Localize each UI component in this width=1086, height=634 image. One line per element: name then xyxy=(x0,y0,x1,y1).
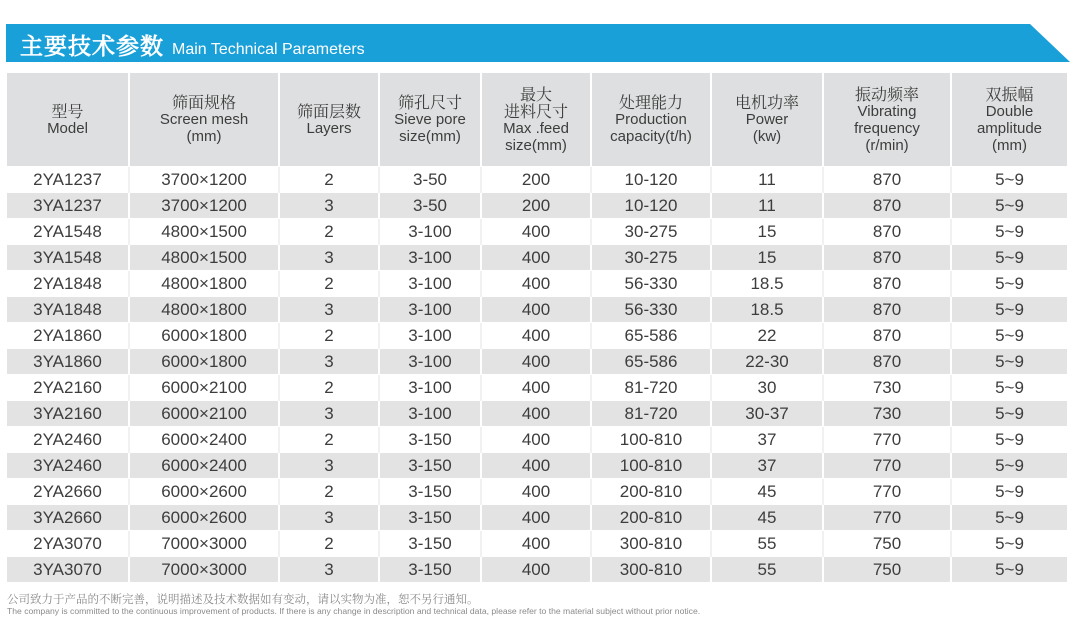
table-row xyxy=(7,323,1067,349)
table-cell: 11 xyxy=(711,193,823,219)
table-cell: 37 xyxy=(711,453,823,479)
table-cell: 5~9 xyxy=(951,479,1067,505)
column-header-en: (kw) xyxy=(752,128,782,145)
table-cell: 3YA2160 xyxy=(7,401,129,427)
column-header-cn: 处理能力 xyxy=(618,93,683,112)
table-cell: 400 xyxy=(481,375,591,401)
column-header-cn: 型号 xyxy=(51,101,84,121)
table-cell: 56-330 xyxy=(591,271,711,297)
table-cell: 18.5 xyxy=(711,297,823,323)
table-cell: 730 xyxy=(823,401,951,427)
table-cell: 870 xyxy=(823,271,951,297)
table-cell: 45 xyxy=(711,479,823,505)
column-header-en: Production xyxy=(615,111,687,128)
column-header xyxy=(481,73,591,167)
table-cell: 6000×2100 xyxy=(129,401,279,427)
table-cell: 870 xyxy=(823,323,951,349)
table-cell: 3-150 xyxy=(379,531,481,557)
table-header xyxy=(7,73,1067,167)
table-cell: 4800×1800 xyxy=(129,271,279,297)
table-cell: 15 xyxy=(711,245,823,271)
table-row xyxy=(7,453,1067,479)
table-cell: 3-100 xyxy=(379,349,481,375)
table-cell: 65-586 xyxy=(591,323,711,349)
table-cell: 400 xyxy=(481,297,591,323)
table-cell: 7000×3000 xyxy=(129,531,279,557)
column-header xyxy=(823,73,951,167)
table-cell: 6000×1800 xyxy=(129,349,279,375)
banner-title-en: Main Technical Parameters xyxy=(172,41,365,58)
column-header-en: Power xyxy=(745,111,789,128)
table-cell: 3YA1548 xyxy=(7,245,129,271)
column-header xyxy=(7,73,129,167)
table-cell: 10-120 xyxy=(591,193,711,219)
table-row xyxy=(7,297,1067,323)
table-cell: 81-720 xyxy=(591,401,711,427)
table-cell: 400 xyxy=(481,531,591,557)
table-cell: 6000×2600 xyxy=(129,505,279,531)
table-cell: 3-100 xyxy=(379,401,481,427)
table-cell: 6000×1800 xyxy=(129,323,279,349)
table-cell: 3700×1200 xyxy=(129,167,279,193)
table-cell: 300-810 xyxy=(591,531,711,557)
table-cell: 30-275 xyxy=(591,245,711,271)
table-cell: 5~9 xyxy=(951,349,1067,375)
table-cell: 2 xyxy=(279,479,379,505)
table-cell: 2 xyxy=(279,531,379,557)
table-cell: 200 xyxy=(481,167,591,193)
table-cell: 3-150 xyxy=(379,557,481,583)
column-header-en: Model xyxy=(47,119,88,137)
table-cell: 2YA1860 xyxy=(7,323,129,349)
table-cell: 3 xyxy=(279,401,379,427)
table-row xyxy=(7,349,1067,375)
table-cell: 2 xyxy=(279,167,379,193)
table-cell: 5~9 xyxy=(951,557,1067,583)
parameters-table xyxy=(7,73,1067,582)
column-header xyxy=(711,73,823,167)
table-cell: 18.5 xyxy=(711,271,823,297)
table-row xyxy=(7,219,1067,245)
table-cell: 400 xyxy=(481,505,591,531)
table-cell: 5~9 xyxy=(951,375,1067,401)
table-cell: 770 xyxy=(823,453,951,479)
table-cell: 5~9 xyxy=(951,401,1067,427)
table-cell: 30 xyxy=(711,375,823,401)
column-header-en: Layers xyxy=(306,119,352,137)
table-row xyxy=(7,531,1067,557)
column-header xyxy=(951,73,1067,167)
table-cell: 3 xyxy=(279,297,379,323)
table-cell: 6000×2100 xyxy=(129,375,279,401)
table-cell: 2 xyxy=(279,271,379,297)
table-cell: 3-150 xyxy=(379,427,481,453)
table-cell: 55 xyxy=(711,531,823,557)
table-cell: 5~9 xyxy=(951,505,1067,531)
table-cell: 870 xyxy=(823,219,951,245)
table-cell: 3YA2660 xyxy=(7,505,129,531)
banner-title xyxy=(20,28,365,58)
table-cell: 870 xyxy=(823,349,951,375)
table-cell: 3-50 xyxy=(379,193,481,219)
table-cell: 3700×1200 xyxy=(129,193,279,219)
table-cell: 770 xyxy=(823,479,951,505)
table-cell: 4800×1500 xyxy=(129,245,279,271)
table-cell: 3-100 xyxy=(379,375,481,401)
column-header-en: frequency xyxy=(854,119,920,137)
table-cell: 770 xyxy=(823,427,951,453)
table-cell: 3 xyxy=(279,505,379,531)
table-cell: 3 xyxy=(279,557,379,583)
table-cell: 3 xyxy=(279,349,379,375)
table-row xyxy=(7,401,1067,427)
table-row xyxy=(7,245,1067,271)
table-cell: 4800×1800 xyxy=(129,297,279,323)
table-cell: 100-810 xyxy=(591,427,711,453)
table-cell: 4800×1500 xyxy=(129,219,279,245)
table-row xyxy=(7,193,1067,219)
table-cell: 15 xyxy=(711,219,823,245)
table-cell: 2YA1237 xyxy=(7,167,129,193)
column-header-en: Screen mesh xyxy=(159,111,249,128)
table-cell: 400 xyxy=(481,245,591,271)
column-header-cn: 双振幅 xyxy=(985,84,1034,104)
table-cell: 200-810 xyxy=(591,479,711,505)
table-cell: 3-150 xyxy=(379,505,481,531)
table-cell: 22 xyxy=(711,323,823,349)
column-header-en: (mm) xyxy=(186,128,222,145)
table-row xyxy=(7,479,1067,505)
table-cell: 200 xyxy=(481,193,591,219)
table-row xyxy=(7,375,1067,401)
table-cell: 750 xyxy=(823,557,951,583)
table-cell: 5~9 xyxy=(951,323,1067,349)
table-row xyxy=(7,557,1067,583)
column-header-en: size(mm) xyxy=(399,128,461,145)
table-cell: 400 xyxy=(481,479,591,505)
column-header-en: Vibrating xyxy=(857,102,917,120)
table-cell: 5~9 xyxy=(951,427,1067,453)
section-banner xyxy=(6,24,1070,62)
table-cell: 100-810 xyxy=(591,453,711,479)
table-row xyxy=(7,167,1067,193)
table-cell: 200-810 xyxy=(591,505,711,531)
disclaimer-note xyxy=(7,593,1077,617)
table-cell: 5~9 xyxy=(951,167,1067,193)
table-cell: 5~9 xyxy=(951,245,1067,271)
table-cell: 870 xyxy=(823,297,951,323)
table-cell: 400 xyxy=(481,219,591,245)
table-cell: 22-30 xyxy=(711,349,823,375)
table-cell: 5~9 xyxy=(951,219,1067,245)
table-cell: 6000×2600 xyxy=(129,479,279,505)
table-cell: 37 xyxy=(711,427,823,453)
table-cell: 65-586 xyxy=(591,349,711,375)
table-cell: 2 xyxy=(279,375,379,401)
banner-title-cn: 主要技术参数 xyxy=(20,34,164,60)
table-cell: 5~9 xyxy=(951,271,1067,297)
table-cell: 5~9 xyxy=(951,297,1067,323)
table-cell: 400 xyxy=(481,427,591,453)
table-cell: 11 xyxy=(711,167,823,193)
column-header-en: amplitude xyxy=(976,119,1043,137)
table-cell: 400 xyxy=(481,557,591,583)
table-cell: 870 xyxy=(823,245,951,271)
table-cell: 2YA2460 xyxy=(7,427,129,453)
table-cell: 5~9 xyxy=(951,193,1067,219)
table-cell: 3-100 xyxy=(379,297,481,323)
table-cell: 2YA1848 xyxy=(7,271,129,297)
column-header-en: Double xyxy=(985,102,1034,120)
table-cell: 81-720 xyxy=(591,375,711,401)
table-cell: 3-50 xyxy=(379,167,481,193)
column-header-en: size(mm) xyxy=(505,136,567,154)
table-cell: 30-37 xyxy=(711,401,823,427)
disclaimer-cn: 公司致力于产品的不断完善，说明描述及技术数据如有变动，请以实物为准，恕不另行通知。 xyxy=(7,592,479,606)
table-cell: 2 xyxy=(279,427,379,453)
column-header-cn: 电机功率 xyxy=(734,93,799,112)
table-cell: 6000×2400 xyxy=(129,427,279,453)
table-cell: 7000×3000 xyxy=(129,557,279,583)
column-header-en: Max .feed xyxy=(503,119,569,137)
column-header xyxy=(129,73,279,167)
table-cell: 3-100 xyxy=(379,219,481,245)
table-cell: 870 xyxy=(823,193,951,219)
table-cell: 2YA3070 xyxy=(7,531,129,557)
table-cell: 2 xyxy=(279,219,379,245)
column-header xyxy=(279,73,379,167)
column-header-en: Sieve pore xyxy=(394,111,466,128)
table-row xyxy=(7,271,1067,297)
column-header-en: (mm) xyxy=(992,136,1027,154)
table-cell: 6000×2400 xyxy=(129,453,279,479)
column-header-cn: 最大 进料尺寸 xyxy=(503,84,568,121)
column-header-en: (r/min) xyxy=(865,136,909,154)
column-header xyxy=(379,73,481,167)
disclaimer-en: The company is committed to the continuous improvement of products. If there is any change in description and technical data, please refer to the material subject without prior notice. xyxy=(7,606,701,616)
table-row xyxy=(7,427,1067,453)
table-cell: 3-150 xyxy=(379,479,481,505)
table-cell: 3YA3070 xyxy=(7,557,129,583)
table-cell: 30-275 xyxy=(591,219,711,245)
table-cell: 3YA2460 xyxy=(7,453,129,479)
table-cell: 3YA1860 xyxy=(7,349,129,375)
column-header-cn: 筛孔尺寸 xyxy=(397,93,462,112)
table-cell: 2YA2160 xyxy=(7,375,129,401)
table-cell: 400 xyxy=(481,271,591,297)
table-cell: 45 xyxy=(711,505,823,531)
column-header-cn: 筛面层数 xyxy=(296,101,361,121)
table-cell: 730 xyxy=(823,375,951,401)
table-cell: 5~9 xyxy=(951,453,1067,479)
column-header-cn: 振动频率 xyxy=(854,84,919,104)
table-cell: 3 xyxy=(279,245,379,271)
table-cell: 5~9 xyxy=(951,531,1067,557)
table-cell: 750 xyxy=(823,531,951,557)
table-cell: 2YA2660 xyxy=(7,479,129,505)
column-header xyxy=(591,73,711,167)
column-header-en: capacity(t/h) xyxy=(610,128,692,145)
table-cell: 3YA1237 xyxy=(7,193,129,219)
table-cell: 3 xyxy=(279,453,379,479)
table-cell: 3-100 xyxy=(379,245,481,271)
table-body xyxy=(7,167,1067,583)
table-cell: 3-100 xyxy=(379,323,481,349)
header-row xyxy=(7,73,1067,167)
table-cell: 870 xyxy=(823,167,951,193)
table-cell: 400 xyxy=(481,401,591,427)
table-cell: 3 xyxy=(279,193,379,219)
table-cell: 300-810 xyxy=(591,557,711,583)
table-cell: 3-100 xyxy=(379,271,481,297)
table-cell: 400 xyxy=(481,349,591,375)
table-cell: 3-150 xyxy=(379,453,481,479)
table-cell: 2YA1548 xyxy=(7,219,129,245)
column-header-cn: 筛面规格 xyxy=(171,93,236,112)
table-cell: 10-120 xyxy=(591,167,711,193)
table-cell: 3YA1848 xyxy=(7,297,129,323)
table-row xyxy=(7,505,1067,531)
table-cell: 770 xyxy=(823,505,951,531)
table-cell: 2 xyxy=(279,323,379,349)
table-cell: 400 xyxy=(481,453,591,479)
table-cell: 56-330 xyxy=(591,297,711,323)
table-cell: 55 xyxy=(711,557,823,583)
table-cell: 400 xyxy=(481,323,591,349)
